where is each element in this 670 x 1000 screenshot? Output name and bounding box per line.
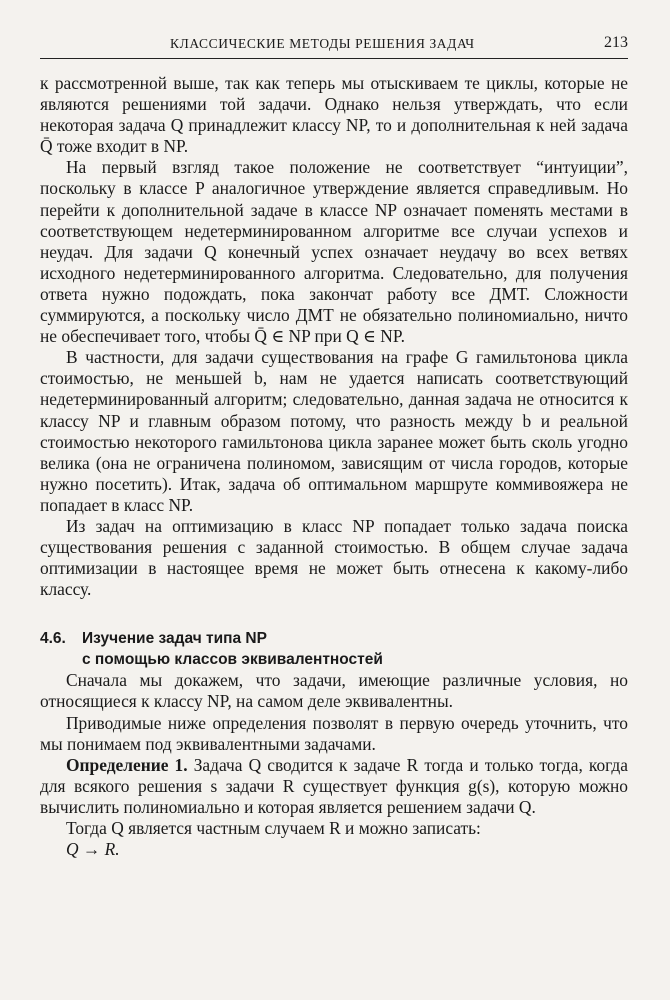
paragraph: В частности, для задачи существования на графе G гамильтонова цикла стоимостью, не меньшей b, нам не удается написать соответствующий недетерминированный алгоритм; следовательно, данная задача не относится к классу NP и главным образом потому, что разность между b и реальной стоимостью некоторого гамильтонова цикла заранее может быть сколь угодно велика (она не ограничена полиномом, зависящим от числа городов, которые нужно посетить). Итак, задача об оптимальном маршруте коммивояжера не попадает в класс NP.: [40, 347, 628, 515]
section-number: 4.6.: [40, 630, 66, 648]
page-body: [40, 73, 628, 860]
running-title: КЛАССИЧЕСКИЕ МЕТОДЫ РЕШЕНИЯ ЗАДАЧ: [170, 36, 475, 51]
page-number: 213: [604, 34, 628, 51]
section-title-line-1: Изучение задач типа NP: [82, 630, 267, 648]
paragraph: На первый взгляд такое положение не соответствует “интуиции”, поскольку в классе P аналогичное утверждение является справедливым. Но перейти к дополнительной задаче в классе NP означает поменять местами в соответствующем недетерминированном алгоритме все случаи успехов и неудач. Для задачи Q конечный успех означает неудачу во всех ветвях исходного недетерминированного алгоритма. Следовательно, для получения ответа нужно подождать, пока закончат работу все ДМТ. Сложности суммируются, а поскольку число ДМТ не обязательно полиномиально, ничто не обеспечивает того, чтобы Q̄ ∈ NP при Q ∈ NP.: [40, 157, 628, 347]
paragraph-continuation: к рассмотренной выше, так как теперь мы отыскиваем те циклы, которые не являются решениями той задачи. Однако нельзя утверждать, что если некоторая задача Q принадлежит классу NP, то и дополнительная к ней задача Q̄ тоже входит в NP.: [40, 73, 628, 157]
paragraph: Приводимые ниже определения позволят в первую очередь уточнить, что мы понимаем под эквивалентными задачами.: [40, 712, 628, 754]
definition-text: Задача Q сводится к задаче R тогда и только тогда, когда для всякого решения s задачи R существует функция g(s), которую можно вычислить полиномиально и которая является решением задачи Q.: [40, 754, 628, 817]
section-heading: [40, 628, 628, 670]
paragraph: Из задач на оптимизацию в класс NP попадает только задача поиска существования решения с заданной стоимостью. В общем случае задача оптимизации в настоящее время не может быть отнесена к какому-либо классу.: [40, 515, 628, 600]
section-title-line-2: с помощью классов эквивалентностей: [82, 651, 383, 669]
paragraph: Сначала мы докажем, что задачи, имеющие различные условия, но относящиеся к классу NP, на самом деле эквивалентны.: [40, 670, 628, 712]
paragraph: Тогда Q является частным случаем R и можно записать:: [66, 818, 481, 838]
definition: [40, 755, 628, 818]
definition-label: Определение 1.: [66, 754, 188, 775]
page-header: [40, 34, 628, 59]
formula: Q → R.: [66, 839, 120, 860]
